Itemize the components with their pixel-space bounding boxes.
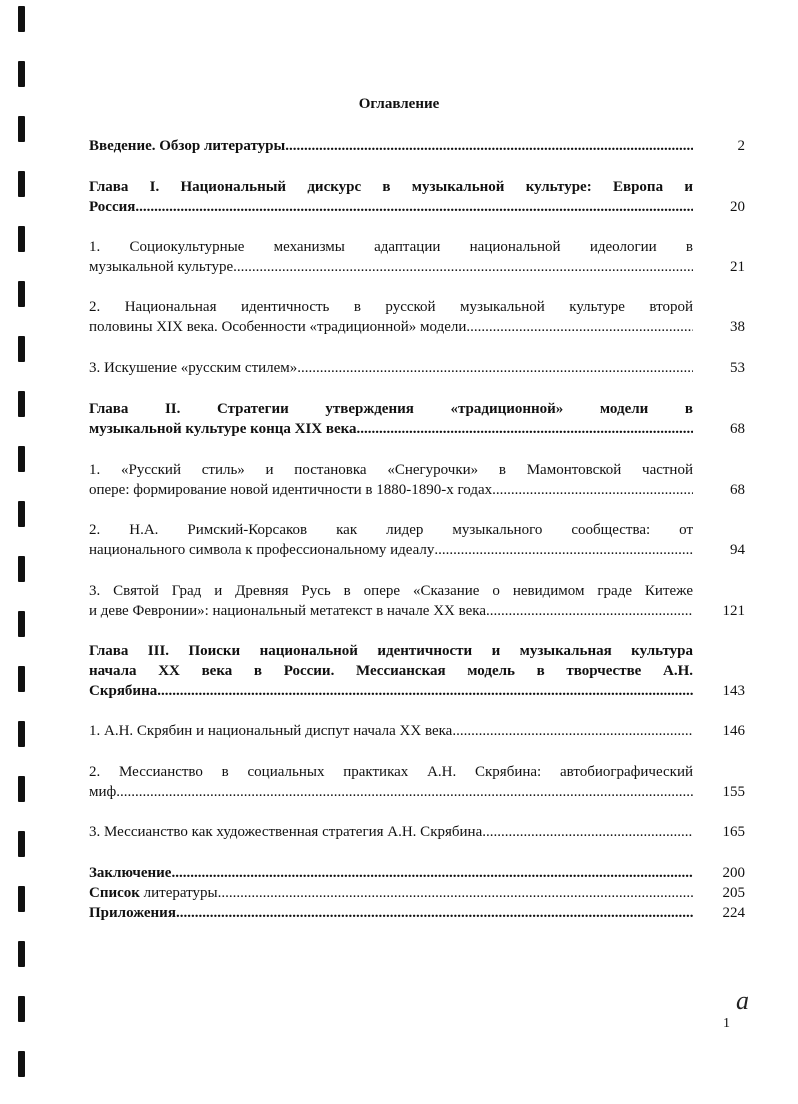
toc-entry[interactable] (89, 863, 693, 883)
toc-page-number: 21 (730, 259, 745, 275)
toc-page-number: 143 (722, 683, 745, 699)
toc-entry-line: 1. Социокультурные механизмы адаптации национальной идеологии в (89, 239, 693, 255)
toc-entry-last-line (89, 721, 693, 741)
toc-entry-text: половины XIX века. Особенности «традиционной» модели (89, 319, 467, 335)
dot-leader (434, 540, 693, 560)
toc-entry[interactable] (89, 136, 693, 156)
toc-entry-last-line (89, 197, 693, 217)
toc-entry[interactable] (89, 297, 693, 337)
toc-entry-text: Россия (89, 199, 136, 215)
toc-entry-text: Приложения (89, 905, 176, 921)
handwritten-mark: a (736, 986, 749, 1015)
toc-entry[interactable] (89, 177, 693, 217)
toc-page-number: 146 (722, 723, 745, 739)
toc-entry-text: и деве Февронии»: национальный метатекст в начале XX века (89, 603, 487, 619)
toc-page-number: 53 (730, 360, 745, 376)
toc-entry-line: 2. Н.А. Римский-Корсаков как лидер музыкального сообщества: от (89, 522, 693, 538)
toc-entry-text: Введение. Обзор литературы (89, 138, 286, 154)
toc-entry-text: 3. Искушение «русским стилем» (89, 360, 298, 376)
toc-page-number: 121 (722, 603, 745, 619)
toc-entry[interactable] (89, 883, 693, 903)
dot-leader (285, 136, 693, 156)
toc-entry-last-line (89, 601, 693, 621)
toc-entry[interactable] (89, 460, 693, 500)
dot-leader (297, 358, 693, 378)
dot-leader (357, 419, 693, 439)
toc-entry[interactable] (89, 581, 693, 621)
toc-entry-last-line (89, 903, 693, 923)
toc-entry-last-line (89, 883, 693, 903)
toc-entry[interactable] (89, 641, 693, 701)
toc-entry-text: музыкальной культуре..... (89, 259, 252, 275)
toc-entry-text: Заключение (89, 865, 172, 881)
toc-entry-text: миф (89, 784, 117, 800)
toc-page-number: 68 (730, 421, 745, 437)
toc-entry[interactable] (89, 358, 693, 378)
toc-page-number: 155 (722, 784, 745, 800)
toc-page-number: 38 (730, 319, 745, 335)
dot-leader (171, 863, 693, 883)
toc-entry-last-line (89, 681, 693, 701)
toc-entry-last-line (89, 419, 693, 439)
toc-entry-line: Глава I. Национальный дискурс в музыкальной культуре: Европа и (89, 179, 693, 195)
toc-page-number: 68 (730, 482, 745, 498)
dot-leader (135, 197, 693, 217)
toc-entry-last-line (89, 822, 693, 842)
toc-entry-line: начала XX века в России. Мессианская модель в творчестве А.Н. (89, 663, 693, 679)
dot-leader (176, 903, 693, 923)
toc-entry-text: Список литературы (89, 885, 218, 901)
dot-leader (252, 257, 693, 277)
toc-entry-last-line (89, 782, 693, 802)
toc-entry[interactable] (89, 903, 693, 923)
toc-entry-text: музыкальной культуре конца XIX века (89, 421, 357, 437)
toc-page-number: 224 (722, 905, 745, 921)
dot-leader (157, 681, 693, 701)
toc-entry[interactable] (89, 762, 693, 802)
toc-entry-last-line (89, 540, 693, 560)
toc-entry-text: национального символа к профессиональному идеалу (89, 542, 435, 558)
toc-entry-line: 3. Святой Град и Древняя Русь в опере «Сказание о невидимом граде Китеже (89, 583, 693, 599)
toc-entry-text: Скрябина (89, 683, 158, 699)
toc-entry-line: 2. Национальная идентичность в русской музыкальной культуре второй (89, 299, 693, 315)
toc-page-number: 2 (737, 138, 745, 154)
toc-page-number: 165 (722, 824, 745, 840)
toc-entry-line: Глава III. Поиски национальной идентичности и музыкальная культура (89, 643, 693, 659)
dot-leader (452, 721, 693, 741)
toc-entry-last-line (89, 317, 693, 337)
sheet-number: 1 (723, 1016, 730, 1031)
dot-leader (482, 822, 693, 842)
toc-entry[interactable] (89, 822, 693, 842)
toc-entry[interactable] (89, 237, 693, 277)
page-title: Оглавление (358, 96, 440, 112)
toc-page-number: 200 (722, 865, 745, 881)
dot-leader (116, 782, 693, 802)
dot-leader (218, 883, 693, 903)
toc-entry-text: опере: формирование новой идентичности в 1880-1890-х годах (89, 482, 493, 498)
toc-entry-line: 1. «Русский стиль» и постановка «Снегурочки» в Мамонтовской частной (89, 462, 693, 478)
toc-entry-text: 1. А.Н. Скрябин и национальный диспут начала XX века (89, 723, 453, 739)
toc-entry-last-line (89, 358, 693, 378)
toc-page-number: 94 (730, 542, 745, 558)
toc-entry-last-line (89, 480, 693, 500)
toc-entry[interactable] (89, 399, 693, 439)
dot-leader (486, 601, 693, 621)
toc-entry-last-line (89, 136, 693, 156)
toc-entry-last-line (89, 863, 693, 883)
toc-entry-line: Глава II. Стратегии утверждения «традиционной» модели в (89, 401, 693, 417)
toc-entry[interactable] (89, 520, 693, 560)
toc-page-number: 20 (730, 199, 745, 215)
toc-page-number: 205 (722, 885, 745, 901)
toc-entry-last-line (89, 257, 693, 277)
toc-entry[interactable] (89, 721, 693, 741)
toc-entry-text: 3. Мессианство как художественная стратегия А.Н. Скрябина (89, 824, 483, 840)
dot-leader (492, 480, 693, 500)
dot-leader (466, 317, 693, 337)
toc-entry-line: 2. Мессианство в социальных практиках А.Н. Скрябина: автобиографический (89, 764, 693, 780)
